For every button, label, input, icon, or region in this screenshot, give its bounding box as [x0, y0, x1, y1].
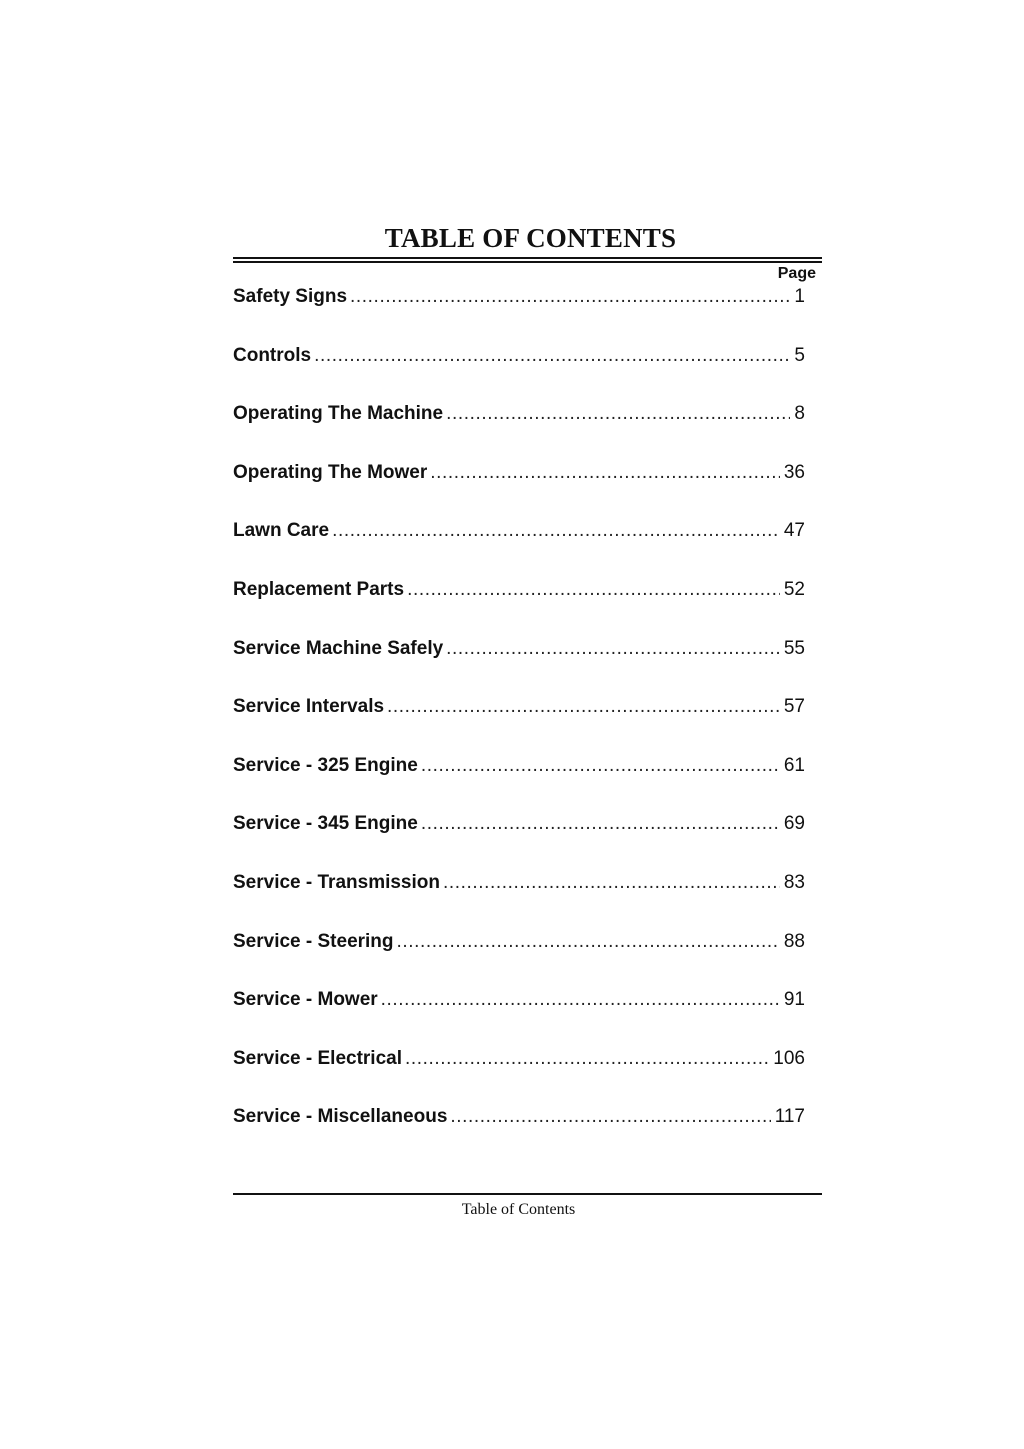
toc-entry-page: 117 — [774, 1106, 805, 1128]
toc-entry-page: 47 — [783, 520, 805, 542]
page-column-header: Page — [777, 265, 816, 282]
toc-entry-label: Operating The Machine — [233, 403, 444, 425]
toc-entry-lawn-care[interactable] — [233, 518, 805, 577]
footer-rule — [233, 1193, 822, 1195]
toc-entry-label: Safety Signs — [233, 286, 348, 307]
toc-entry-label: Service - 325 Engine — [233, 754, 418, 776]
toc-entry-page: 69 — [783, 813, 805, 835]
toc-entry-page: 52 — [783, 578, 805, 600]
dot-leader — [407, 577, 780, 603]
dot-leader — [332, 518, 780, 544]
dot-leader — [350, 284, 790, 310]
toc-entry-service-electrical[interactable] — [233, 1046, 805, 1105]
toc-entry-service-intervals[interactable] — [233, 694, 805, 753]
toc-entry-service-mower[interactable] — [233, 987, 805, 1046]
toc-entry-page: 91 — [783, 989, 805, 1011]
toc-entry-label: Replacement Parts — [233, 578, 405, 600]
dot-leader — [446, 636, 780, 662]
title-double-rule — [233, 257, 822, 263]
toc-entry-page: 88 — [783, 930, 805, 952]
toc-entry-service-machine-safely[interactable] — [233, 636, 805, 695]
toc-entry-label: Service - Steering — [233, 930, 394, 952]
toc-entry-service-transmission[interactable] — [233, 870, 805, 929]
dot-leader — [421, 811, 780, 837]
toc-entry-label: Operating The Mower — [233, 461, 428, 483]
dot-leader — [387, 694, 780, 720]
toc-entry-page: 57 — [783, 696, 805, 718]
toc-entry-label: Service - Mower — [233, 989, 378, 1011]
dot-leader — [397, 929, 780, 955]
dot-leader — [446, 401, 790, 427]
toc-entry-label: Lawn Care — [233, 520, 330, 542]
toc-entry-service-325-engine[interactable] — [233, 753, 805, 812]
dot-leader — [405, 1046, 769, 1072]
page-footer: Table of Contents — [461, 1201, 576, 1218]
dot-leader — [314, 343, 790, 369]
toc-entry-page: 83 — [783, 871, 805, 893]
page-title: TABLE OF CONTENTS — [384, 223, 677, 253]
toc-entry-service-steering[interactable] — [233, 929, 805, 988]
toc-entry-operating-the-mower[interactable] — [233, 460, 805, 519]
toc-entry-label: Service - Miscellaneous — [233, 1106, 448, 1128]
toc-entry-label: Service - 345 Engine — [233, 813, 418, 835]
dot-leader — [443, 870, 780, 896]
toc-entry-label: Service - Electrical — [233, 1047, 402, 1069]
dot-leader — [430, 460, 780, 486]
toc-entry-replacement-parts[interactable] — [233, 577, 805, 636]
toc-entry-controls[interactable] — [233, 343, 805, 402]
document-page — [233, 0, 822, 1449]
toc-entry-page: 61 — [783, 754, 805, 776]
toc-list — [233, 284, 805, 1163]
toc-entry-page: 36 — [783, 461, 805, 483]
toc-entry-safety-signs[interactable] — [233, 284, 805, 343]
toc-entry-service-miscellaneous[interactable] — [233, 1104, 805, 1163]
dot-leader — [421, 753, 780, 779]
toc-entry-page: 8 — [794, 403, 805, 425]
toc-entry-page: 1 — [794, 286, 805, 307]
dot-leader — [450, 1104, 770, 1130]
toc-entry-label: Service Intervals — [233, 696, 385, 718]
toc-entry-page: 5 — [794, 344, 805, 366]
toc-entry-service-345-engine[interactable] — [233, 811, 805, 870]
toc-entry-label: Controls — [233, 344, 312, 366]
toc-entry-label: Service - Transmission — [233, 871, 440, 893]
toc-entry-page: 55 — [783, 637, 805, 659]
dot-leader — [381, 987, 780, 1013]
toc-entry-label: Service Machine Safely — [233, 637, 444, 659]
toc-entry-operating-the-machine[interactable] — [233, 401, 805, 460]
toc-entry-page: 106 — [773, 1047, 805, 1069]
